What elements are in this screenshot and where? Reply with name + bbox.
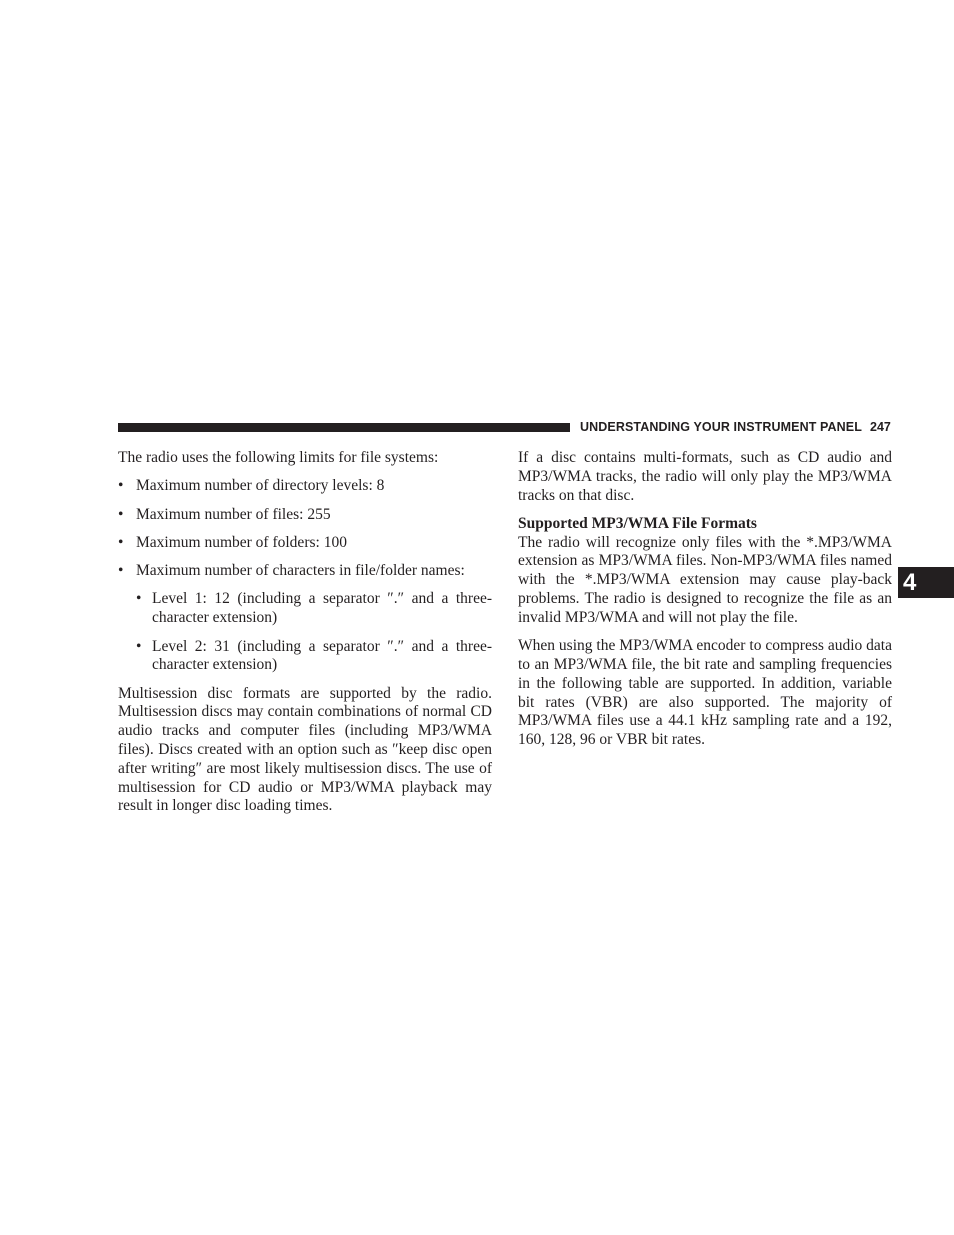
bullet-item: • Maximum number of directory levels: 8	[118, 477, 492, 496]
bullet-item: • Maximum number of characters in file/folder names:	[118, 562, 492, 581]
right-column	[518, 449, 892, 750]
bullet-item: • Maximum number of files: 255	[118, 506, 492, 525]
multisession-paragraph: Multisession disc formats are supported by the radio. Multisession discs may contain combinations of normal CD audio tracks and computer files (including MP3/WMA files). Discs created with an option such as ″keep disc open after writing″ are most likely multisession discs. The use of multisession for CD audio or MP3/WMA playback may result in longer disc loading times.	[118, 684, 492, 815]
sub-bullet-item: • Level 2: 31 (including a separator ″.″ and a three-character extension)	[118, 638, 492, 676]
chapter-tab-number: 4	[903, 569, 917, 596]
bullet-item: • Maximum number of folders: 100	[118, 534, 492, 553]
left-column	[118, 449, 492, 816]
encoder-paragraph: When using the MP3/WMA encoder to compress audio data to an MP3/WMA file, the bit rate and sampling frequencies in the following table are supported. In addition, variable bit rates (VBR) are also supported. The majority of MP3/WMA files use a 44.1 kHz sampling rate and a 192, 160, 128, 96 or VBR bit rates.	[518, 637, 892, 749]
formats-subheading: Supported MP3/WMA File Formats	[518, 514, 757, 532]
intro-paragraph: The radio uses the following limits for file systems:	[118, 449, 439, 466]
sub-bullet-item: • Level 1: 12 (including a separator ″.″ and a three-character extension)	[118, 590, 492, 628]
section-header-title: UNDERSTANDING YOUR INSTRUMENT PANEL	[580, 420, 862, 434]
chapter-tab	[898, 567, 954, 598]
multiformat-paragraph: If a disc contains multi-formats, such as CD audio and MP3/WMA tracks, the radio will only play the MP3/WMA tracks on that disc.	[518, 449, 892, 504]
formats-paragraph: The radio will recognize only files with the *.MP3/WMA extension as MP3/WMA files. Non-MP3/WMA files named with the *.MP3/WMA extension may cause play-back problems. The radio is designed to recognize the file as an invalid MP3/WMA and will not play the file.	[518, 533, 892, 626]
page-number: 247	[870, 420, 891, 434]
header-rule	[118, 423, 570, 432]
